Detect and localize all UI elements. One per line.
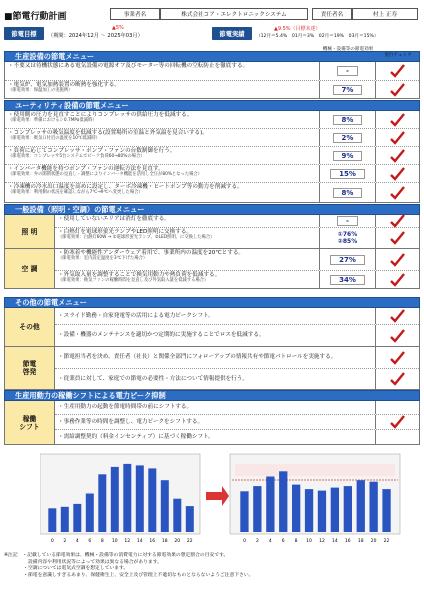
tick-label: 8 bbox=[100, 539, 104, 544]
chart-bar bbox=[98, 474, 106, 532]
check-cell[interactable] bbox=[375, 165, 419, 182]
check-cell[interactable] bbox=[375, 430, 419, 444]
list-item: ・節電担当者を決め、責任者（社長）と関係全部門にフォローアップの情報共有や節電パトロールを実施する。 bbox=[55, 347, 419, 369]
check-cell[interactable] bbox=[375, 215, 419, 227]
list-item: ・従業員に対して、家庭での節電の必要性・方法について情報提供を行う。 bbox=[55, 369, 419, 389]
list-item: ・コンプレッサの吸気温度を低減する(設置場所の室温と外気温を見合いする)。 （節電効果：吸気口付近の温度を10℃低減時） 2% bbox=[5, 129, 419, 147]
tick-label: 6 bbox=[281, 539, 285, 544]
chart-bar bbox=[382, 489, 390, 532]
section-title: ユーティリティ設備の節電メニュー bbox=[4, 100, 420, 111]
chart-bar bbox=[253, 486, 261, 532]
list-item: ・白熱灯を電球形蛍光ランプやLED照明に交換する。 （節電効果：白熱灯60W → ①電球形蛍光ランプ、②LED照明、に交換した場合） ①76% ②85% bbox=[55, 228, 419, 248]
chart-bar bbox=[73, 504, 81, 532]
chart-bar bbox=[48, 508, 56, 532]
tick-label: 22 bbox=[186, 539, 193, 544]
tick-label: 0 bbox=[50, 539, 54, 544]
tick-label: 18 bbox=[357, 539, 364, 544]
check-cell[interactable] bbox=[375, 308, 419, 324]
section-title: 生産用動力の稼働シフトによる電力ピーク抑制 bbox=[4, 390, 420, 401]
section-production bbox=[4, 47, 420, 99]
tick-label: 18 bbox=[161, 539, 168, 544]
group-label: 節電 啓発 bbox=[5, 347, 55, 389]
chart-bar bbox=[292, 485, 300, 532]
check-cell[interactable] bbox=[375, 401, 419, 414]
result-detail: （12月＝5.4% 01月＝3% 02月＝19% 03月＝15%） bbox=[256, 34, 379, 39]
check-icon bbox=[390, 214, 405, 228]
chart-bar bbox=[344, 486, 352, 532]
check-icon bbox=[390, 309, 405, 323]
tick-label: 14 bbox=[136, 539, 143, 544]
target-period: （期間：2024年12月 ～ 2025年03月） bbox=[48, 33, 143, 39]
check-icon bbox=[390, 273, 405, 287]
list-item: ・事務作業等の時間を調整し、電力ピークをシフトする。 bbox=[55, 415, 419, 430]
check-cell[interactable] bbox=[375, 62, 419, 80]
list-item: ・インバータ機能を持つポンプ・ファンの運転方法を見直す。 （節電効果：弁の開閉状態の見直し・調整によりインバータ機能を活用し全圧が80%となった場合） 15% bbox=[5, 165, 419, 183]
section-general bbox=[4, 204, 420, 289]
list-item: ・防寒着や機能性アンダーウェア着用で、事業所内の温度を20℃とする。 （節電効果：室内設定温度を3℃下げた場合） 27% bbox=[55, 249, 419, 271]
effect-value: 7% bbox=[319, 81, 375, 98]
list-item: ・電気炉、電気加熱装置の断熱を強化する。 （節電効果：保温加工の実施例） 7% bbox=[5, 81, 419, 98]
chart-bar bbox=[279, 471, 287, 532]
tick-label: 20 bbox=[370, 539, 377, 544]
chart-bar bbox=[148, 468, 156, 532]
check-icon bbox=[390, 64, 405, 78]
section-title: 生産設備の節電メニュー bbox=[4, 51, 420, 62]
chart-bar bbox=[161, 480, 169, 532]
chart-bar bbox=[240, 491, 248, 532]
check-cell[interactable] bbox=[375, 325, 419, 346]
list-item: ・生産用動力の起動を節電時間帯の前にシフトする。 bbox=[55, 401, 419, 415]
section-utility bbox=[4, 100, 420, 203]
rate-column-header: 機械・設備等の節電効果 bbox=[322, 47, 374, 52]
result-value: ▲9.5%（目標未達） bbox=[274, 26, 321, 32]
list-item: ・使用していないエリアは消灯を徹底する。 - bbox=[55, 215, 419, 228]
tick-label: 8 bbox=[294, 539, 298, 544]
list-item: ・不要又は待機状態にある電気設備の電源オフ及びモーター等の回転機の空転防止を徹底する。 - bbox=[5, 62, 419, 81]
check-icon bbox=[390, 113, 405, 127]
chart-bar bbox=[266, 477, 274, 533]
check-icon bbox=[390, 351, 405, 365]
company-name: 株式会社コア・エレクトロニックシステム bbox=[160, 8, 308, 20]
check-cell[interactable] bbox=[375, 369, 419, 389]
list-item: ・外気取入量を調整することで換気用動力や熱負荷を低減する。 （節電効果：換気ファンの稼働時間を見直し及び外気取入量を低減する場合） 34% bbox=[55, 271, 419, 288]
chart-bar bbox=[86, 494, 94, 533]
check-cell[interactable] bbox=[375, 271, 419, 288]
manager-name: 村上 正寿 bbox=[352, 8, 418, 20]
list-item: ・負荷に応じてコンプレッサ・ポンプ・ファンの台数制御を行う。 （節電効果：コンプレッサ5台システムでピーク負荷60→80%の場合） 9% bbox=[5, 147, 419, 165]
check-icon bbox=[390, 372, 405, 386]
chart-bar bbox=[111, 467, 119, 532]
tick-label: 12 bbox=[319, 539, 325, 544]
page-title: ■節電行動計画 bbox=[4, 12, 67, 22]
chart-bar bbox=[186, 506, 194, 532]
tick-label: 0 bbox=[243, 539, 246, 544]
check-cell[interactable] bbox=[375, 249, 419, 270]
company-label: 事業者名 bbox=[110, 8, 160, 20]
check-icon bbox=[390, 131, 405, 145]
check-icon bbox=[390, 167, 405, 181]
goal-row bbox=[4, 25, 420, 45]
check-icon bbox=[390, 83, 405, 97]
lighting-group bbox=[5, 215, 419, 249]
section-title: 一般設備（照明・空調）の節電メニュー bbox=[4, 204, 420, 215]
tick-label: 16 bbox=[344, 539, 351, 544]
shift-group bbox=[5, 401, 419, 444]
group-label: 空 調 bbox=[5, 249, 55, 288]
check-cell[interactable] bbox=[375, 183, 419, 202]
chart-before bbox=[40, 454, 200, 544]
tick-label: 10 bbox=[111, 539, 118, 544]
section-shift bbox=[4, 390, 420, 445]
chart-bar bbox=[123, 464, 131, 532]
check-cell[interactable] bbox=[375, 111, 419, 128]
tick-label: 2 bbox=[63, 539, 67, 544]
target-value: ▲5% bbox=[112, 25, 124, 31]
footnotes: ※注記 ・記載している節電効果は、機械・設備等の消費電力に対する節電効果の想定割合の目安です。 設備内容や利用状況等によって効果は異なる場合があります。 ・空調については電気式空調を想定しています。 ・節電を意識しすぎるあまり、保健衛生上、安全上及び管理上不適切なものとならないようご注意下さい。 bbox=[4, 553, 254, 578]
effect-value: - bbox=[319, 62, 375, 80]
chart-bar bbox=[305, 489, 313, 532]
list-item: ・需給調整契約（料金インセンティブ）に基づく稼働シフト。 bbox=[55, 430, 419, 444]
awareness-group bbox=[5, 347, 419, 389]
list-item: ・冷凍機の冷水出口温度を高めに設定し、ターボ冷凍機・ヒートポンプ等の動力を削減する。 （節電効果：利用側の状況を確認しながら7℃→9℃へ変更した場合） 8% bbox=[5, 183, 419, 202]
check-icon bbox=[390, 415, 405, 429]
list-item: ・スライド勤務・自家発電等の活用による電力ピークシフト。 bbox=[55, 308, 419, 325]
chart-bar bbox=[370, 482, 378, 532]
load-curve-charts bbox=[40, 450, 410, 550]
check-icon bbox=[390, 253, 405, 267]
header bbox=[4, 6, 420, 24]
aircon-group bbox=[5, 249, 419, 288]
target-label: 節電目標 bbox=[4, 27, 44, 40]
tick-label: 4 bbox=[75, 539, 79, 544]
tick-label: 12 bbox=[124, 539, 131, 544]
list-item: ・使用側の圧力を見直すことによりコンプレッサの供給圧力を低減する。 （節電効果：準備におけるシ0.7MPa低減時） 8% bbox=[5, 111, 419, 129]
check-cell[interactable] bbox=[375, 81, 419, 98]
group-label: 照 明 bbox=[5, 215, 55, 248]
tick-label: 14 bbox=[332, 539, 338, 544]
check-cell[interactable] bbox=[375, 415, 419, 429]
list-item: ・設備・機器のメンテナンスを適切かつ定期的に実施することでロスを低減する。 bbox=[55, 325, 419, 346]
tick-label: 4 bbox=[268, 539, 272, 544]
tick-label: 10 bbox=[306, 539, 312, 544]
section-title: その他の節電メニュー bbox=[4, 297, 420, 308]
tick-label: 20 bbox=[174, 539, 181, 544]
chart-bar bbox=[61, 507, 69, 532]
result-label: 節電実績 bbox=[212, 27, 252, 40]
tick-label: 2 bbox=[255, 539, 259, 544]
arrow-right-icon bbox=[206, 486, 229, 506]
check-cell[interactable] bbox=[375, 129, 419, 146]
check-cell[interactable] bbox=[375, 147, 419, 164]
chart-bar bbox=[331, 488, 339, 532]
check-cell[interactable] bbox=[375, 228, 419, 248]
group-label: 稼働 シフト bbox=[5, 401, 55, 444]
chart-bar bbox=[136, 465, 144, 532]
tick-label: 16 bbox=[149, 539, 156, 544]
check-icon bbox=[390, 329, 405, 343]
check-cell[interactable] bbox=[375, 347, 419, 368]
tick-label: 6 bbox=[88, 539, 92, 544]
chart-bar bbox=[318, 491, 326, 532]
check-icon bbox=[390, 149, 405, 163]
group-label: その他 bbox=[5, 308, 55, 346]
manager-label: 責任者名 bbox=[312, 8, 352, 20]
section-other bbox=[4, 297, 420, 390]
chart-after bbox=[230, 454, 400, 544]
check-column-header: 実行チェック bbox=[384, 53, 412, 58]
check-icon bbox=[390, 231, 405, 245]
chart-bar bbox=[173, 499, 181, 532]
check-icon bbox=[390, 186, 405, 200]
chart-bar bbox=[357, 480, 365, 532]
tick-label: 22 bbox=[383, 539, 390, 544]
other-group bbox=[5, 308, 419, 347]
